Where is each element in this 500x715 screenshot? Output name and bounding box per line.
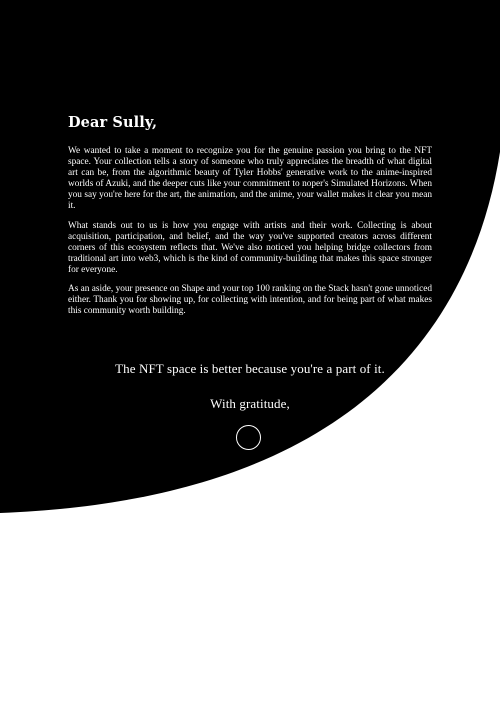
letter-greeting: Dear Sully, <box>68 114 158 131</box>
letter-body <box>68 114 432 325</box>
letter-paragraph-1: We wanted to take a moment to recognize you for the genuine passion you bring to the NFT space. Your collection tells a story of someone who truly appreciates the breadth of what digital art can be, from the algorithmic beauty of Tyler Hobbs' generative work to the anime-inspired worlds of Azuki, and the deeper cuts like your commitment to noper's Simulated Horizons. When you say you're here for the art, the animation, and the anime, your wallet makes it clear you mean it. <box>68 146 432 212</box>
signoff: With gratitude, <box>210 396 290 411</box>
letter-paragraph-3: As an aside, your presence on Shape and your top 100 ranking on the Stack hasn't gone unnoticed either. Thank you for showing up, for collecting with intention, and for being part of what makes this community worth building. <box>68 284 432 317</box>
circle-seal-icon <box>236 425 261 450</box>
closing-line: The NFT space is better because you're a part of it. <box>115 361 385 376</box>
letter-paragraph-2: What stands out to us is how you engage with artists and their work. Collecting is about acquisition, participation, and belief, and the way you've supported creators across different corners of this ecosystem reflects that. We've also noticed you helping bridge collectors from traditional art into web3, which is the kind of community-building that makes this space stronger for everyone. <box>68 220 432 275</box>
